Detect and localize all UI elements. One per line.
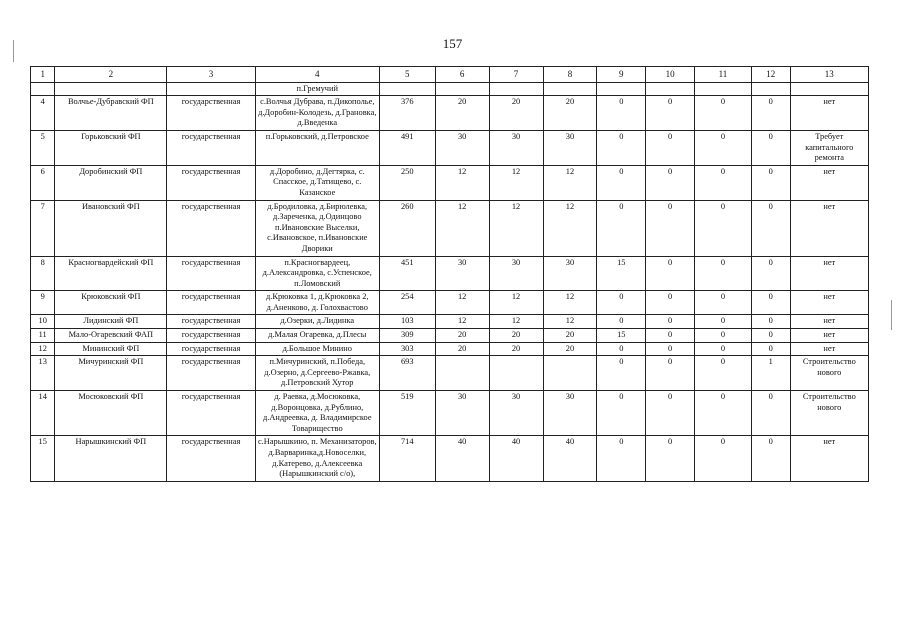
cell-c8: 12: [543, 315, 597, 329]
cell-notes: Строительство нового: [790, 391, 868, 436]
cell-population: 250: [379, 165, 435, 200]
cell-c6: 12: [435, 315, 489, 329]
cell-c9: 0: [597, 315, 646, 329]
cell-c6: 20: [435, 342, 489, 356]
cell-notes: нет: [790, 315, 868, 329]
table-row: [31, 165, 869, 200]
table-row: [31, 96, 869, 131]
cell-c6: 30: [435, 130, 489, 165]
cell-ownership: государственная: [167, 391, 255, 436]
cell-population: 693: [379, 356, 435, 391]
column-header-13: 13: [790, 67, 868, 83]
cell-c8: 12: [543, 200, 597, 256]
cell-settlements: д.Доробино, д.Дегтярка, с. Спасское, д.Татищево, с. Казанское: [255, 165, 379, 200]
cell-c12: 0: [751, 391, 790, 436]
cell-num: 5: [31, 130, 55, 165]
cell-c9: 15: [597, 256, 646, 291]
cell-c11: [695, 82, 752, 96]
cell-num: 8: [31, 256, 55, 291]
cell-name: Мосюковский ФП: [55, 391, 167, 436]
cell-c12: 0: [751, 165, 790, 200]
table-row: [31, 356, 869, 391]
header-row: [31, 67, 869, 83]
cell-notes: нет: [790, 291, 868, 315]
column-header-4: 4: [255, 67, 379, 83]
cell-c10: 0: [646, 391, 695, 436]
cell-c6: 12: [435, 200, 489, 256]
cell-settlements: п.Мичуринский, п.Победа, д.Озерно, д.Сергеево-Ржавка, д.Петровский Хутор: [255, 356, 379, 391]
cell-c12: 0: [751, 315, 790, 329]
cell-notes: нет: [790, 200, 868, 256]
cell-c7: 20: [489, 342, 543, 356]
cell-c7: 12: [489, 165, 543, 200]
cell-c12: 0: [751, 96, 790, 131]
cell-ownership: государственная: [167, 315, 255, 329]
cell-c9: 15: [597, 329, 646, 343]
cell-c6: [435, 82, 489, 96]
cell-c7: 12: [489, 291, 543, 315]
cell-c8: 20: [543, 96, 597, 131]
cell-c12: 0: [751, 329, 790, 343]
cell-notes: нет: [790, 436, 868, 481]
cell-c7: 30: [489, 391, 543, 436]
table-row-continuation: [31, 82, 869, 96]
column-header-1: 1: [31, 67, 55, 83]
cell-notes: нет: [790, 96, 868, 131]
cell-num: 14: [31, 391, 55, 436]
table-row: [31, 342, 869, 356]
cell-c10: 0: [646, 436, 695, 481]
cell-c9: 0: [597, 391, 646, 436]
cell-num: 6: [31, 165, 55, 200]
cell-c10: 0: [646, 96, 695, 131]
cell-c7: 30: [489, 256, 543, 291]
cell-c12: [751, 82, 790, 96]
cell-settlements: п.Горьковский, д.Петровское: [255, 130, 379, 165]
cell-name: Лидинский ФП: [55, 315, 167, 329]
cell-ownership: государственная: [167, 256, 255, 291]
cell-c11: 0: [695, 436, 752, 481]
cell-c9: 0: [597, 291, 646, 315]
cell-num: 11: [31, 329, 55, 343]
scan-margin-mark: [13, 40, 14, 62]
cell-ownership: государственная: [167, 130, 255, 165]
cell-settlements: д.Крюковка 1, д.Крюковка 2, д.Аненково, д. Голохвастово: [255, 291, 379, 315]
column-header-11: 11: [695, 67, 752, 83]
table-row: [31, 315, 869, 329]
cell-settlements: д.Бродиловка, д.Бирюлевка, д.Зареченка, д.Одинцово п.Ивановские Выселки, с.Ивановское, п.Ивановские Дворики: [255, 200, 379, 256]
cell-settlements: д.Большое Минино: [255, 342, 379, 356]
cell-name: Красногвардейский ФП: [55, 256, 167, 291]
cell-c9: 0: [597, 342, 646, 356]
cell-c6: 12: [435, 291, 489, 315]
cell-c6: 30: [435, 391, 489, 436]
cell-ownership: государственная: [167, 291, 255, 315]
cell-c8: [543, 356, 597, 391]
cell-c9: 0: [597, 130, 646, 165]
cell-ownership: государственная: [167, 200, 255, 256]
cell-c11: 0: [695, 165, 752, 200]
cell-c11: 0: [695, 391, 752, 436]
cell-notes: [790, 82, 868, 96]
cell-c8: 30: [543, 256, 597, 291]
cell-settlements: д.Малая Огаревка, д.Плесы: [255, 329, 379, 343]
cell-name: Нарышкинский ФП: [55, 436, 167, 481]
cell-population: 103: [379, 315, 435, 329]
cell-c11: 0: [695, 329, 752, 343]
cell-name: [55, 82, 167, 96]
cell-c8: [543, 82, 597, 96]
column-header-12: 12: [751, 67, 790, 83]
cell-num: 13: [31, 356, 55, 391]
cell-c7: 20: [489, 329, 543, 343]
cell-ownership: государственная: [167, 165, 255, 200]
cell-population: 714: [379, 436, 435, 481]
cell-notes: Строительство нового: [790, 356, 868, 391]
cell-settlements: д.Озерки, д.Лидинка: [255, 315, 379, 329]
table-row: [31, 130, 869, 165]
cell-c11: 0: [695, 96, 752, 131]
cell-c11: 0: [695, 342, 752, 356]
cell-c8: 20: [543, 329, 597, 343]
scan-margin-mark: [891, 300, 892, 330]
cell-c10: [646, 82, 695, 96]
table-row: [31, 391, 869, 436]
cell-ownership: государственная: [167, 329, 255, 343]
cell-name: Доробинский ФП: [55, 165, 167, 200]
cell-c12: 0: [751, 256, 790, 291]
cell-c7: 12: [489, 315, 543, 329]
cell-c8: 12: [543, 165, 597, 200]
cell-num: 10: [31, 315, 55, 329]
cell-c11: 0: [695, 291, 752, 315]
table-row: [31, 291, 869, 315]
cell-c9: [597, 82, 646, 96]
cell-population: 303: [379, 342, 435, 356]
column-header-7: 7: [489, 67, 543, 83]
cell-num: 4: [31, 96, 55, 131]
cell-settlements: п.Гремучий: [255, 82, 379, 96]
table-row: [31, 200, 869, 256]
cell-ownership: [167, 82, 255, 96]
cell-settlements: с.Нарышкино, п. Механизаторов, д.Варваринка,д.Новоселки, д.Катерево, д.Алексеевка (Нарышкинский с/о),: [255, 436, 379, 481]
cell-notes: нет: [790, 342, 868, 356]
column-header-2: 2: [55, 67, 167, 83]
cell-c10: 0: [646, 165, 695, 200]
cell-c7: 30: [489, 130, 543, 165]
cell-c8: 12: [543, 291, 597, 315]
cell-c9: 0: [597, 165, 646, 200]
cell-c6: 40: [435, 436, 489, 481]
cell-c10: 0: [646, 342, 695, 356]
table-row: [31, 256, 869, 291]
cell-notes: Требует капитального ремонта: [790, 130, 868, 165]
cell-population: 254: [379, 291, 435, 315]
cell-c11: 0: [695, 200, 752, 256]
page-number: 157: [442, 36, 463, 51]
cell-c11: 0: [695, 315, 752, 329]
cell-ownership: государственная: [167, 342, 255, 356]
cell-c10: 0: [646, 200, 695, 256]
cell-c9: 0: [597, 200, 646, 256]
cell-population: 260: [379, 200, 435, 256]
cell-notes: нет: [790, 256, 868, 291]
cell-population: 519: [379, 391, 435, 436]
column-header-8: 8: [543, 67, 597, 83]
cell-c8: 30: [543, 130, 597, 165]
cell-notes: нет: [790, 165, 868, 200]
cell-population: 309: [379, 329, 435, 343]
table-row: [31, 436, 869, 481]
cell-c12: 0: [751, 291, 790, 315]
cell-population: 491: [379, 130, 435, 165]
cell-c7: [489, 356, 543, 391]
cell-c6: 20: [435, 329, 489, 343]
cell-c12: 0: [751, 342, 790, 356]
cell-settlements: п.Красногвардеец, д.Александровка, с.Успенское, п.Ломовский: [255, 256, 379, 291]
cell-name: Крюковский ФП: [55, 291, 167, 315]
cell-population: 376: [379, 96, 435, 131]
cell-population: 451: [379, 256, 435, 291]
cell-c6: 20: [435, 96, 489, 131]
table-row: [31, 329, 869, 343]
column-header-6: 6: [435, 67, 489, 83]
cell-c6: 12: [435, 165, 489, 200]
cell-ownership: государственная: [167, 96, 255, 131]
cell-c12: 1: [751, 356, 790, 391]
cell-c11: 0: [695, 130, 752, 165]
cell-c7: 40: [489, 436, 543, 481]
cell-c10: 0: [646, 130, 695, 165]
column-header-5: 5: [379, 67, 435, 83]
cell-c12: 0: [751, 200, 790, 256]
cell-name: Волчье-Дубравский ФП: [55, 96, 167, 131]
cell-num: 12: [31, 342, 55, 356]
facilities-table: [30, 66, 869, 482]
cell-name: Ивановский ФП: [55, 200, 167, 256]
cell-c6: 30: [435, 256, 489, 291]
cell-c12: 0: [751, 436, 790, 481]
cell-num: [31, 82, 55, 96]
cell-population: [379, 82, 435, 96]
cell-settlements: д. Раевка, д.Мосюковка, д.Воронцовка, д.Рублино, д.Андреевка, д. Владимирское Товарищество: [255, 391, 379, 436]
cell-ownership: государственная: [167, 436, 255, 481]
cell-c11: 0: [695, 356, 752, 391]
cell-name: Мало-Огаревский ФАП: [55, 329, 167, 343]
cell-name: Горьковский ФП: [55, 130, 167, 165]
cell-notes: нет: [790, 329, 868, 343]
cell-num: 9: [31, 291, 55, 315]
cell-c10: 0: [646, 291, 695, 315]
cell-c10: 0: [646, 256, 695, 291]
column-header-3: 3: [167, 67, 255, 83]
column-header-10: 10: [646, 67, 695, 83]
cell-name: Мининский ФП: [55, 342, 167, 356]
cell-c8: 30: [543, 391, 597, 436]
cell-c9: 0: [597, 356, 646, 391]
column-header-9: 9: [597, 67, 646, 83]
cell-settlements: с.Волчья Дубрава, п.Дикопольe, д.Доробин-Колодезь, д.Грановка, д.Введенка: [255, 96, 379, 131]
cell-c9: 0: [597, 436, 646, 481]
cell-c9: 0: [597, 96, 646, 131]
cell-name: Мичуринский ФП: [55, 356, 167, 391]
cell-ownership: государственная: [167, 356, 255, 391]
cell-c10: 0: [646, 315, 695, 329]
cell-num: 15: [31, 436, 55, 481]
cell-c6: [435, 356, 489, 391]
cell-c7: 20: [489, 96, 543, 131]
cell-c7: 12: [489, 200, 543, 256]
cell-num: 7: [31, 200, 55, 256]
cell-c12: 0: [751, 130, 790, 165]
cell-c8: 20: [543, 342, 597, 356]
cell-c7: [489, 82, 543, 96]
cell-c11: 0: [695, 256, 752, 291]
cell-c10: 0: [646, 329, 695, 343]
cell-c10: 0: [646, 356, 695, 391]
cell-c8: 40: [543, 436, 597, 481]
